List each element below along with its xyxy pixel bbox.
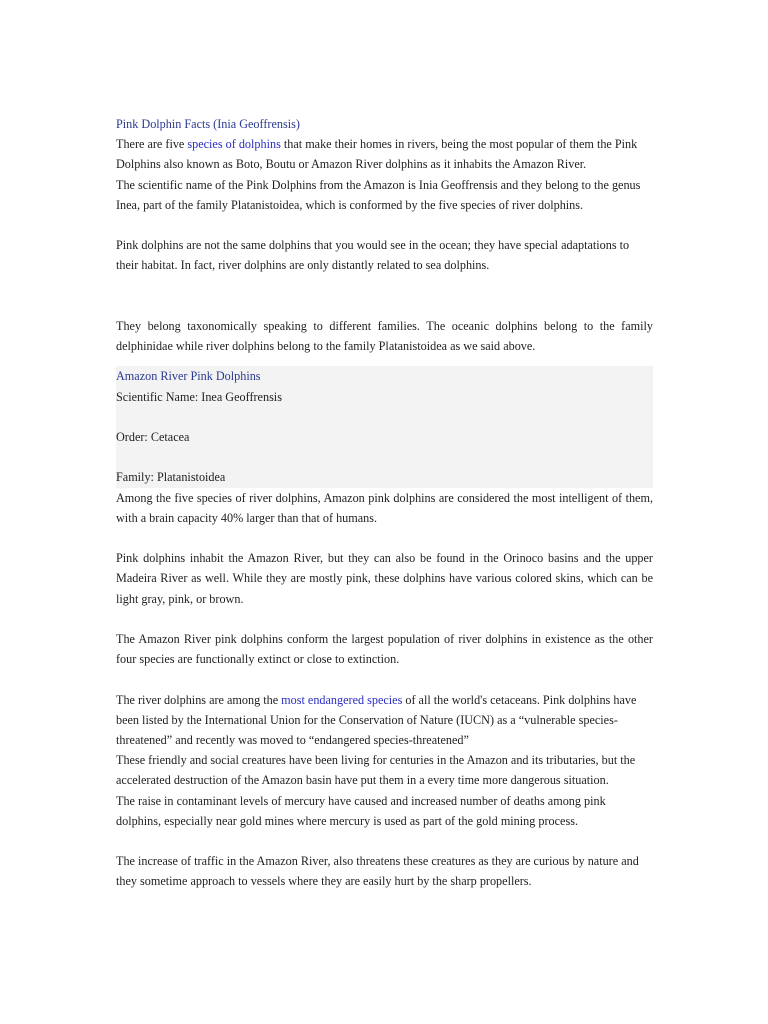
info-box-order: Order: Cetacea <box>116 430 190 444</box>
spacer <box>116 609 653 629</box>
traffic-paragraph: The increase of traffic in the Amazon River, also threatens these creatures as they are curious by nature and they sometime approach to vessels where they are easily hurt by the sharp propellers. <box>116 854 639 889</box>
habitat-paragraph: Pink dolphins inhabit the Amazon River, but they can also be found in the Orinoco basins and the upper Madeira River as well. While they are mostly pink, these dolphins have various colored skins, which can be light gray, pink, or brown. <box>116 551 653 606</box>
info-box-heading: Amazon River Pink Dolphins <box>116 369 261 384</box>
article-body <box>116 114 653 892</box>
spacer <box>116 831 653 851</box>
intro-text-end: that make their homes in rivers, being the most popular of them the Pink Dolphins also known as Boto, Boutu or Amazon River dolphins as it inhabits the Amazon River. <box>116 137 638 172</box>
intro-text-start: There are five <box>116 137 188 152</box>
endangered-text-end: of all the world's cetaceans. Pink dolphins have been listed by the International Union for the Conservation of Nature (IUCN) as a “vulnerable species-threatened” and recently was moved to “endangered species-threatened” <box>116 692 637 747</box>
article-title: Pink Dolphin Facts (Inia Geoffrensis) <box>116 117 300 131</box>
endangered-text-start: The river dolphins are among the <box>116 692 282 707</box>
spacer <box>116 407 653 427</box>
spacer <box>116 528 653 548</box>
mercury-paragraph: The raise in contaminant levels of mercury have caused and increased number of deaths among pink dolphins, especially near gold mines where mercury is used as part of the gold mining process. <box>116 793 606 828</box>
taxonomy-paragraph: They belong taxonomically speaking to different families. The oceanic dolphins belong to the family delphinidae while river dolphins belong to the family Platanistoidea as we said above. <box>116 319 653 354</box>
social-paragraph: These friendly and social creatures have been living for centuries in the Amazon and its tributaries, but the accelerated destruction of the Amazon basin have put them in a every time more dangerous situation. <box>116 753 636 788</box>
spacer <box>116 215 653 235</box>
endangered-paragraph <box>116 690 653 751</box>
spacer <box>116 276 653 316</box>
population-paragraph: The Amazon River pink dolphins conform the largest population of river dolphins in existence as the other four species are functionally extinct or close to extinction. <box>116 631 653 667</box>
info-box-scientific-name: Scientific Name: Inea Geoffrensis <box>116 389 282 404</box>
info-box-family: Family: Platanistoidea <box>116 470 226 485</box>
info-box <box>116 366 653 487</box>
intro-paragraph <box>116 134 653 174</box>
species-of-dolphins-link[interactable]: species of dolphins <box>187 137 281 152</box>
spacer <box>116 447 653 467</box>
spacer <box>116 669 653 689</box>
scientific-paragraph: The scientific name of the Pink Dolphins from the Amazon is Inia Geoffrensis and they belong to the genus Inea, part of the family Platanistoidea, which is conformed by the five species of river dolphins. <box>116 177 641 212</box>
intelligence-paragraph: Among the five species of river dolphins, Amazon pink dolphins are considered the most intelligent of them, with a brain capacity 40% larger than that of humans. <box>116 490 653 525</box>
most-endangered-species-link[interactable]: most endangered species <box>281 692 403 707</box>
adaptations-paragraph: Pink dolphins are not the same dolphins that you would see in the ocean; they have special adaptations to their habitat. In fact, river dolphins are only distantly related to sea dolphins. <box>116 238 630 273</box>
